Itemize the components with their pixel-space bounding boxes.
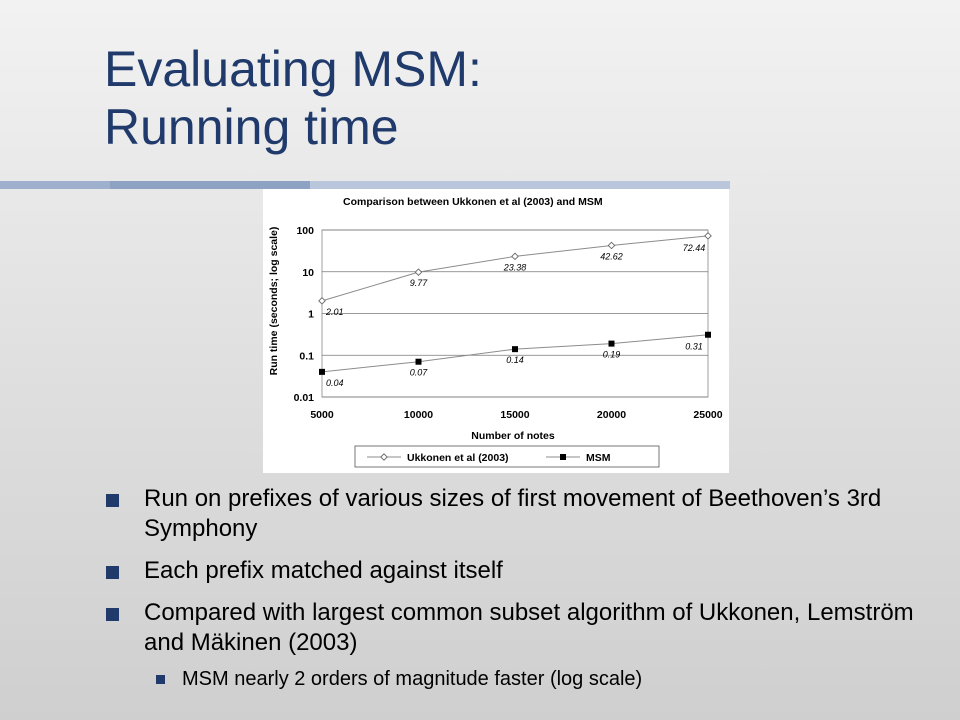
bullet-item [104, 556, 924, 586]
chart-point-diamond [608, 242, 614, 248]
legend-label: MSM [586, 452, 611, 464]
chart-x-tick-label: 15000 [500, 409, 530, 421]
chart-x-tick-label: 20000 [596, 409, 627, 421]
bullet-list [104, 484, 924, 692]
chart-data-label: 0.04 [326, 377, 344, 388]
chart-x-axis-label: Number of notes [471, 430, 555, 442]
bullet-text: Run on prefixes of various sizes of first movement of Beethoven’s 3rd Symphony [144, 485, 882, 542]
chart-point-square [416, 359, 422, 365]
bullet-item [104, 484, 924, 544]
chart-series-line [322, 335, 708, 372]
chart-x-tick-label: 10000 [403, 409, 434, 421]
run-time-chart [263, 189, 729, 473]
legend-label: Ukkonen et al (2003) [407, 452, 509, 464]
chart-svg [263, 189, 729, 473]
chart-data-label: 9.77 [409, 278, 428, 289]
sub-bullet-text: MSM nearly 2 orders of magnitude faster (log scale) [182, 668, 643, 690]
legend-square-icon [560, 454, 566, 460]
chart-data-label: 0.19 [602, 349, 621, 360]
chart-legend [355, 446, 659, 467]
chart-x-tick-label: 25000 [693, 409, 723, 421]
chart-data-label: 42.62 [600, 251, 623, 262]
chart-data-label: 0.07 [409, 367, 428, 378]
chart-data-label: 0.14 [506, 355, 524, 366]
chart-data-label: 2.01 [326, 306, 344, 317]
sub-bullet-item [104, 666, 924, 692]
bullet-square-icon [106, 608, 119, 621]
chart-point-square [609, 341, 615, 347]
title-divider [0, 181, 730, 189]
chart-y-tick-label: 10 [302, 266, 314, 279]
chart-title: Comparison between Ukkonen et al (2003) and MSM [343, 196, 603, 208]
chart-y-tick-label: 1 [308, 308, 314, 321]
chart-data-label: 23.38 [503, 262, 527, 273]
chart-point-diamond [319, 298, 325, 304]
chart-point-diamond [415, 269, 421, 275]
chart-x-tick-label: 5000 [310, 409, 334, 421]
chart-y-tick-label: 0.1 [299, 350, 314, 363]
chart-point-square [319, 369, 325, 375]
bullet-text: Compared with largest common subset algorithm of Ukkonen, Lemström and Mäkinen (2003) [144, 599, 914, 656]
sub-bullet-square-icon [156, 675, 165, 684]
chart-y-tick-label: 0.01 [293, 392, 314, 404]
bullet-square-icon [106, 494, 119, 507]
slide-title [104, 40, 864, 156]
bullet-text: Each prefix matched against itself [144, 557, 503, 584]
chart-point-diamond [705, 233, 711, 239]
slide-title-line-1: Evaluating MSM: [104, 41, 482, 97]
chart-data-label: 0.31 [685, 341, 703, 352]
chart-point-square [512, 346, 518, 352]
chart-point-diamond [512, 253, 518, 259]
chart-y-tick-label: 100 [296, 225, 314, 237]
chart-y-axis-label: Run time (seconds; log scale) [268, 226, 280, 376]
chart-point-square [705, 332, 711, 338]
bullet-item [104, 598, 924, 658]
slide-title-line-2: Running time [104, 99, 399, 155]
bullet-square-icon [106, 566, 119, 579]
chart-data-label: 72.44 [682, 242, 706, 253]
